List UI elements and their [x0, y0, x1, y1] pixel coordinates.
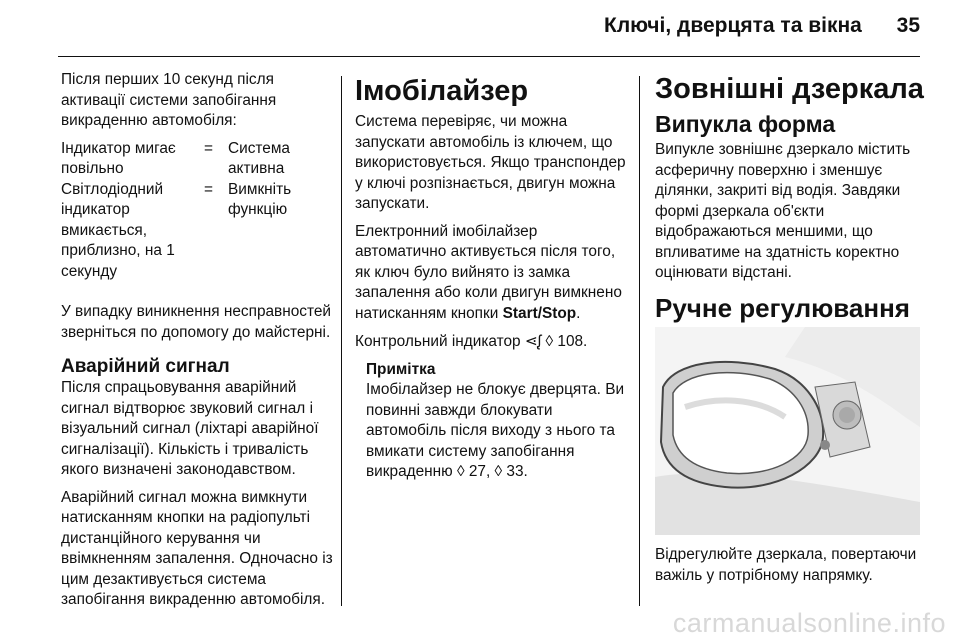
immobiliser-indicator-icon: ⋖ᶘ: [524, 332, 542, 350]
immobiliser-paragraph-2: Електронний імобілайзер автоматично активується після того, як ключ було вийнято із замка запалення або коли двигун вимкнено натисканням кнопки Start/Stop.: [355, 222, 622, 322]
indicator-state: Індикатор мигає повільно: [61, 139, 176, 177]
alarm-heading: Аварійний сигнал: [61, 356, 230, 377]
manual-adjustment-heading: Ручне регулювання: [655, 292, 910, 323]
intro-text: Після перших 10 секунд після активації системи запобігання викраденню автомобіля:: [61, 71, 277, 129]
start-stop-label: Start/Stop: [502, 304, 577, 322]
note-box: [355, 360, 627, 483]
column-3: [655, 70, 925, 584]
indicator-row: [61, 139, 333, 180]
indicator-row: [61, 180, 333, 283]
exterior-mirrors-heading: Зовнішні дзеркала: [655, 73, 924, 105]
convex-shape-heading: Випукла форма: [655, 111, 836, 137]
equals-sign: =: [204, 180, 213, 198]
page-reference: ◊ 108.: [545, 333, 588, 350]
alarm-paragraph-2: Аварійний сигнал можна вимкнути натисканням кнопки на радіопульті дистанційного керування чи ввімкненням запалення. Одночасно із цим дезактивується система запобігання викраденню автомобіля.: [61, 488, 333, 608]
immobiliser-paragraph-2-text: Електронний імобілайзер автоматично активується після того, як ключ було вийнято із замка запалення або коли двигун вимкнено натисканням кнопки: [355, 222, 622, 322]
indicator-state: Світлодіодний індикатор вмикається, приблизно, на 1 секунду: [61, 180, 175, 280]
immobiliser-heading: Імобілайзер: [355, 75, 529, 107]
header-rule: [58, 56, 920, 57]
note-text: Імобілайзер не блокує дверцята. Ви повинні завжди блокувати автомобіль після виходу з нього та вмикати систему запобігання викраденню ◊ 27, ◊ 33.: [366, 381, 625, 480]
alarm-paragraph-1: Після спрацьовування аварійний сигнал відтворює звуковий сигнал і візуальний сигнал (ліхтарі аварійної сигналізації). Кількість і тривалість якого визначені законодавством.: [61, 379, 319, 478]
column-divider-1: [341, 76, 342, 606]
watermark: carmanualsonline.info: [672, 608, 946, 638]
indicator-meaning: Система активна: [228, 139, 290, 177]
column-1: [61, 70, 333, 618]
mirror-illustration: [655, 327, 920, 535]
indicator-meaning: Вимкніть функцію: [228, 180, 292, 218]
immobiliser-paragraph-1: Система перевіряє, чи можна запускати автомобіль із ключем, що використовується. Якщо транспондер у ключі розпізнається, двигун можна запускати.: [355, 113, 626, 212]
page-header-title: Ключі, дверцята та вікна: [604, 14, 862, 37]
column-2: [355, 70, 627, 483]
note-title: Примітка: [366, 360, 436, 378]
indicator-reference: Контрольний індикатор ⋖ᶘ ◊ 108.: [355, 332, 588, 350]
equals-sign: =: [204, 139, 213, 157]
column-divider-2: [639, 76, 640, 606]
fault-text: У випадку виникнення несправностей зверніться по допомогу до майстерні.: [61, 303, 332, 341]
convex-shape-text: Випукле зовнішнє дзеркало містить асферичну поверхню і зменшує ділянки, закриті від водія. Завдяки формі дзеркала об'єкти відображаються меншими, що впливатиме на здатність коректно оцінювати відстані.: [655, 141, 911, 281]
manual-adjustment-text: Відрегулюйте дзеркала, повертаючи важіль у потрібному напрямку.: [655, 546, 917, 584]
page-number: 35: [896, 14, 920, 37]
